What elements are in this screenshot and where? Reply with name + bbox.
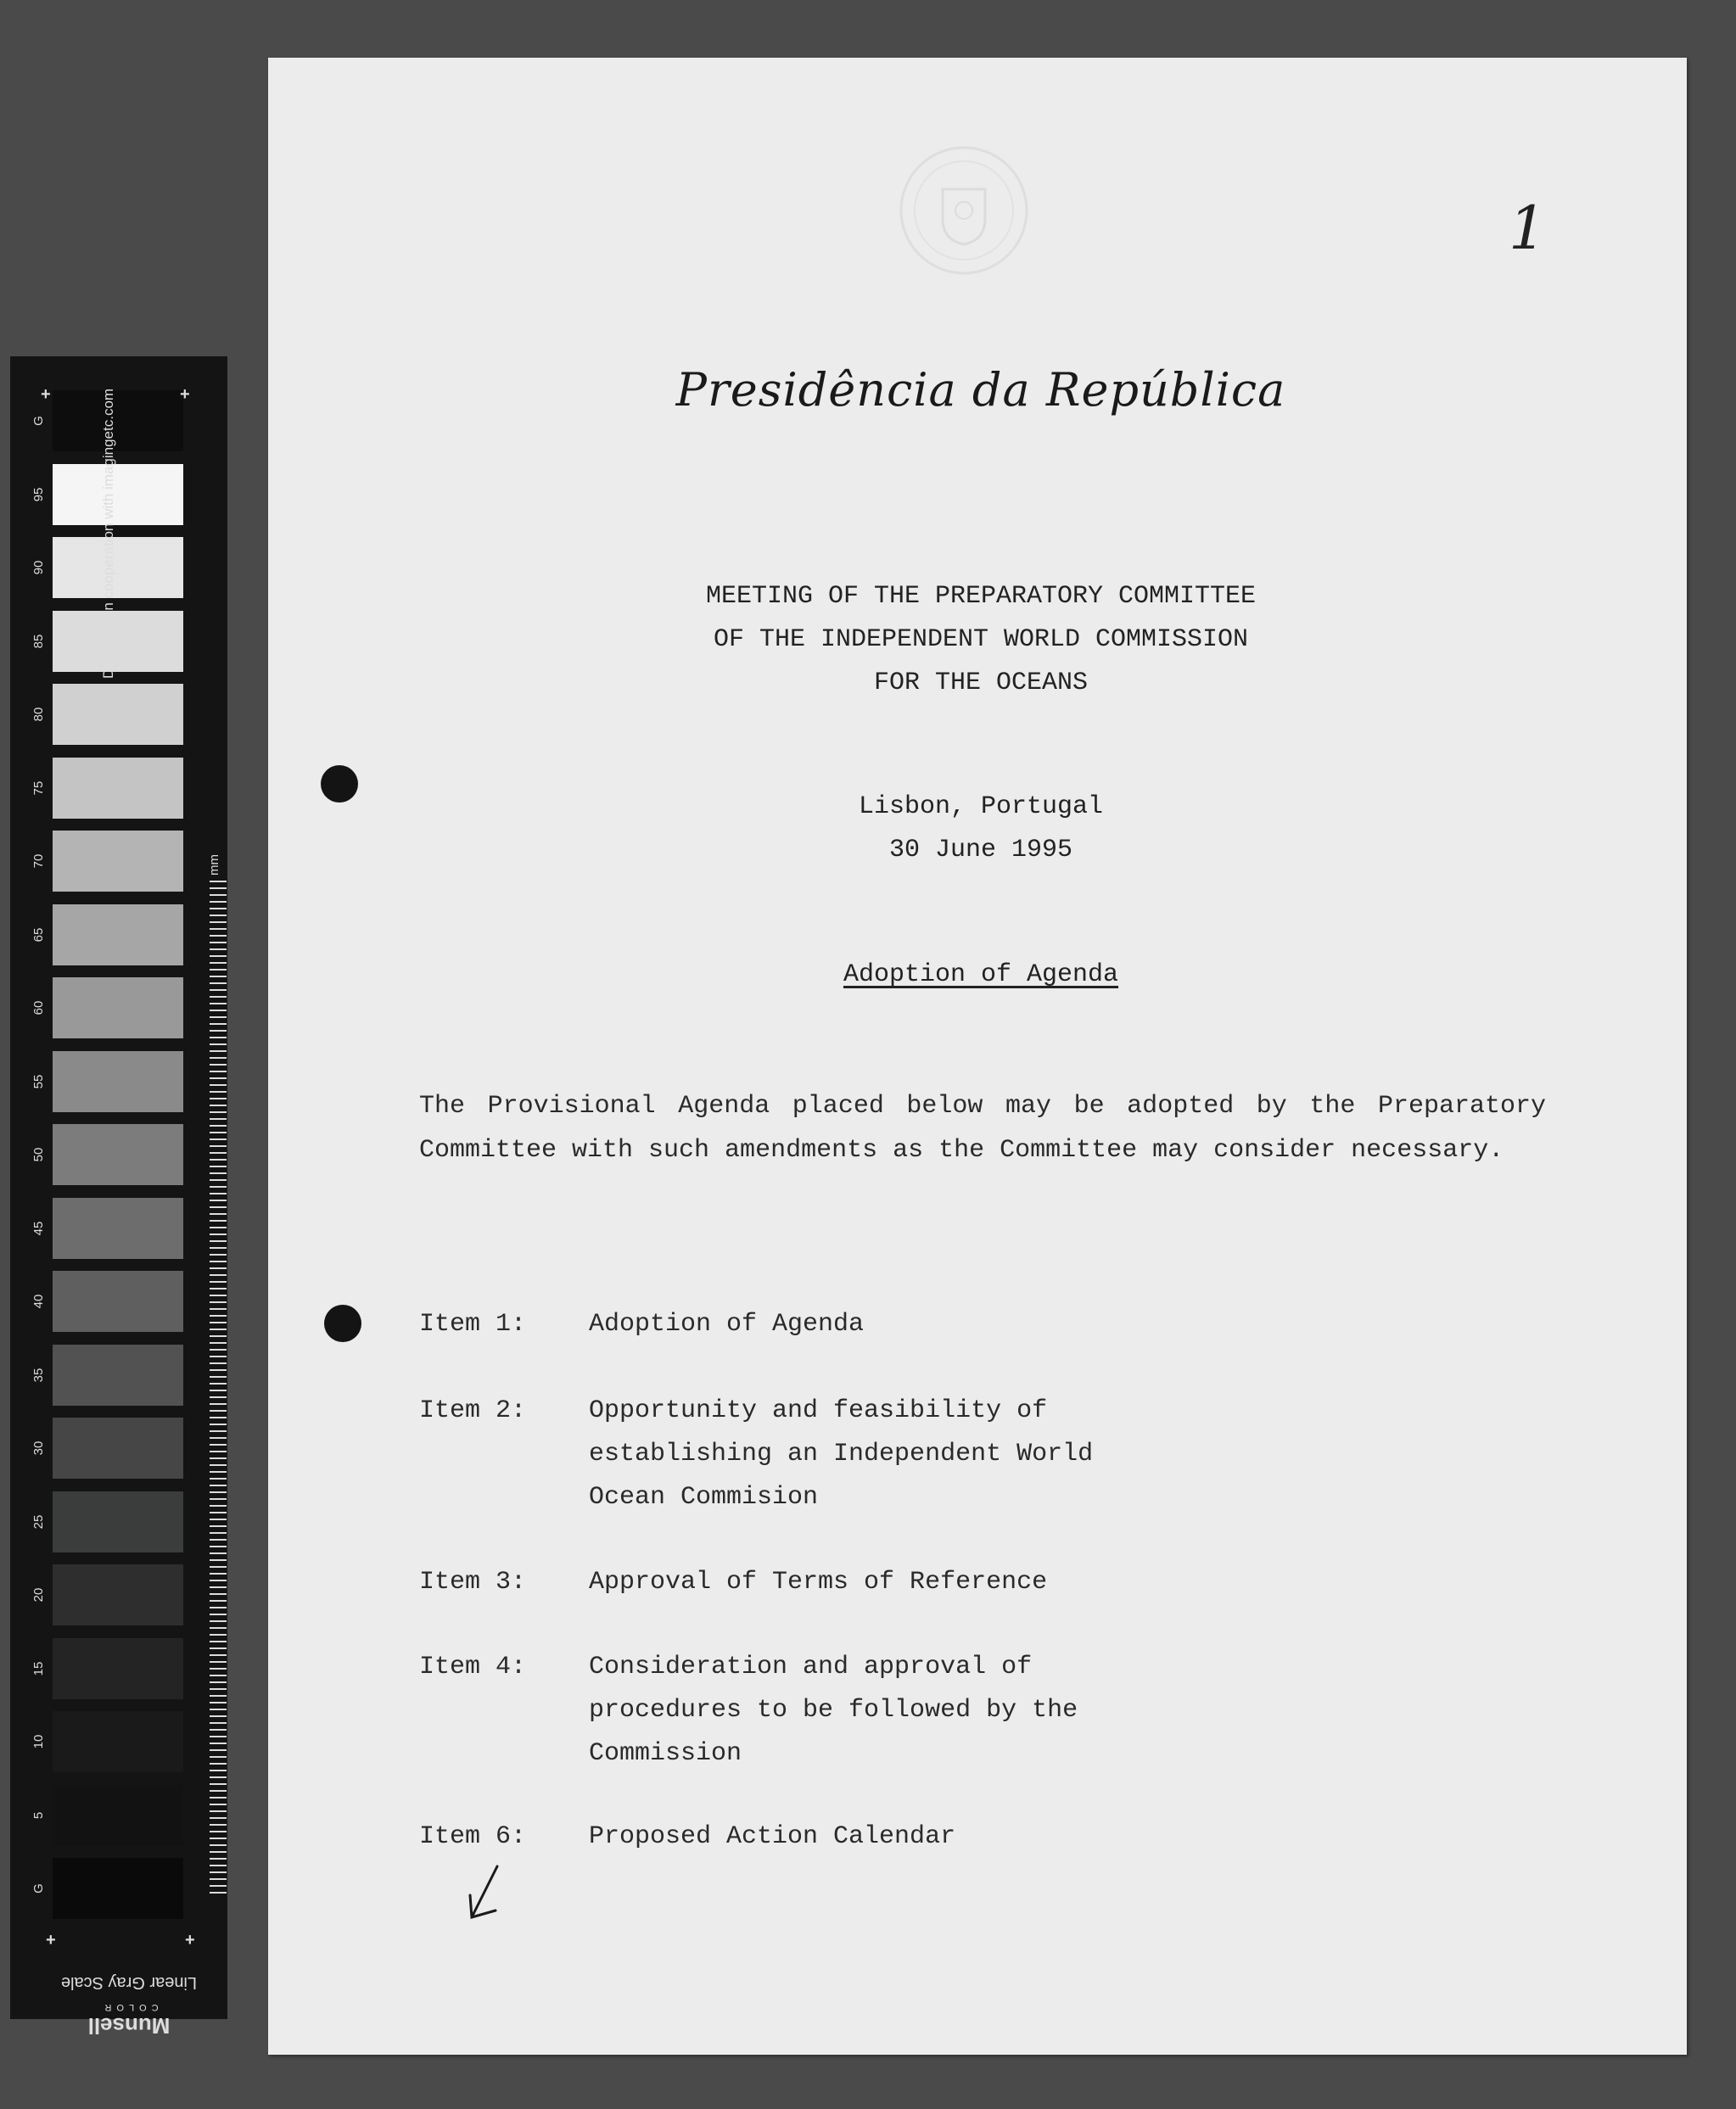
item-label: Item 2:: [419, 1396, 527, 1425]
handwritten-arrow-icon: [462, 1861, 521, 1926]
plus-mark: +: [180, 385, 190, 404]
date: 30 June 1995: [888, 836, 1073, 864]
item-label: Item 3:: [419, 1568, 527, 1597]
item-text: Opportunity and feasibility of establishing an Independent World Ocean Commision: [589, 1396, 1094, 1512]
handwritten-page-number: 1: [1509, 193, 1547, 263]
mm-ruler: [210, 881, 227, 1894]
item-label: Item 1:: [419, 1310, 527, 1339]
gray-patch-label: 60: [31, 1000, 46, 1015]
item-text: Consideration and approval of procedures to be followed by the Commission: [589, 1653, 1078, 1768]
brand-sub: COLOR: [99, 2002, 159, 2012]
title-line: OF THE INDEPENDENT WORLD COMMISSION: [713, 625, 1249, 654]
punch-hole: [321, 765, 358, 803]
gray-patch: [53, 1418, 183, 1479]
gray-patch: [53, 1638, 183, 1699]
item-label: Item 4:: [419, 1653, 527, 1681]
title-line: MEETING OF THE PREPARATORY COMMITTEE: [705, 582, 1257, 611]
gray-patch: [53, 1051, 183, 1112]
card-credit: Designed in cooperation with imagingetc.com: [100, 388, 116, 679]
gray-patch: [53, 1345, 183, 1406]
gray-patch-label: G: [31, 1883, 46, 1894]
gray-patch: [53, 1711, 183, 1772]
gray-patch: [53, 758, 183, 819]
gray-patch-label: 45: [31, 1221, 46, 1235]
munsell-logo: [53, 2002, 205, 2039]
gray-patch-label: 85: [31, 634, 46, 648]
gray-patch-label: 65: [31, 927, 46, 942]
gray-patch: [53, 1124, 183, 1185]
intro-paragraph: The Provisional Agenda placed below may be adopted by the Preparatory Committee with such amendments as the Committee may consider necessary.: [419, 1092, 1546, 1165]
gray-patch-label: 70: [31, 853, 46, 869]
ruler-unit: mm: [207, 854, 221, 875]
letterhead: Presidência da República: [675, 363, 1286, 417]
item-label: Item 6:: [419, 1822, 527, 1851]
gray-patch-label: 5: [31, 1811, 46, 1819]
item-text: Adoption of Agenda: [589, 1310, 865, 1339]
document-page: [268, 58, 1687, 2055]
meeting-location-date: [557, 786, 1405, 872]
gray-patch: [53, 831, 183, 892]
gray-patch: [53, 684, 183, 745]
gray-patch-label: 25: [31, 1514, 46, 1529]
gray-patch: [53, 1198, 183, 1259]
gray-patch: [53, 1858, 183, 1919]
gray-patch: [53, 977, 183, 1038]
gray-patch-label: 20: [31, 1587, 46, 1603]
gray-patch-label: 30: [31, 1440, 46, 1456]
gray-patch: [53, 1271, 183, 1332]
subject-heading: [557, 960, 1405, 989]
gray-patch-label: 95: [31, 487, 46, 501]
gray-patch-label: 80: [31, 707, 46, 722]
gray-patch-label: 35: [31, 1368, 46, 1382]
document-title: [557, 575, 1405, 705]
gray-patch-label: 40: [31, 1294, 46, 1309]
gray-patch-label: 75: [31, 780, 46, 795]
plus-mark: +: [46, 1931, 56, 1950]
gray-patch-label: 90: [31, 560, 46, 575]
location: Lisbon, Portugal: [858, 792, 1104, 821]
gray-patch: [53, 904, 183, 965]
gray-patch-label: 50: [31, 1147, 46, 1162]
subject-text: Adoption of Agenda: [843, 960, 1119, 989]
gray-scale-card: [10, 356, 227, 2039]
plus-mark: +: [185, 1931, 195, 1950]
scale-name: Linear Gray Scale: [60, 1973, 198, 1992]
item-text: Proposed Action Calendar: [589, 1822, 956, 1851]
gray-patch-label: 10: [31, 1734, 46, 1749]
item-text: Approval of Terms of Reference: [589, 1568, 1048, 1597]
gray-patch-label: G: [31, 416, 46, 426]
embossed-seal-icon: [896, 143, 1032, 278]
gray-patch: [53, 1564, 183, 1625]
punch-hole: [324, 1305, 361, 1342]
plus-mark: +: [41, 385, 51, 404]
brand-name: Munsell: [87, 2013, 171, 2039]
gray-patch-label: 15: [31, 1661, 46, 1675]
gray-patch: [53, 1491, 183, 1552]
gray-patch-label: 55: [31, 1074, 46, 1088]
title-line: FOR THE OCEANS: [873, 669, 1089, 697]
gray-patch: [53, 1785, 183, 1846]
